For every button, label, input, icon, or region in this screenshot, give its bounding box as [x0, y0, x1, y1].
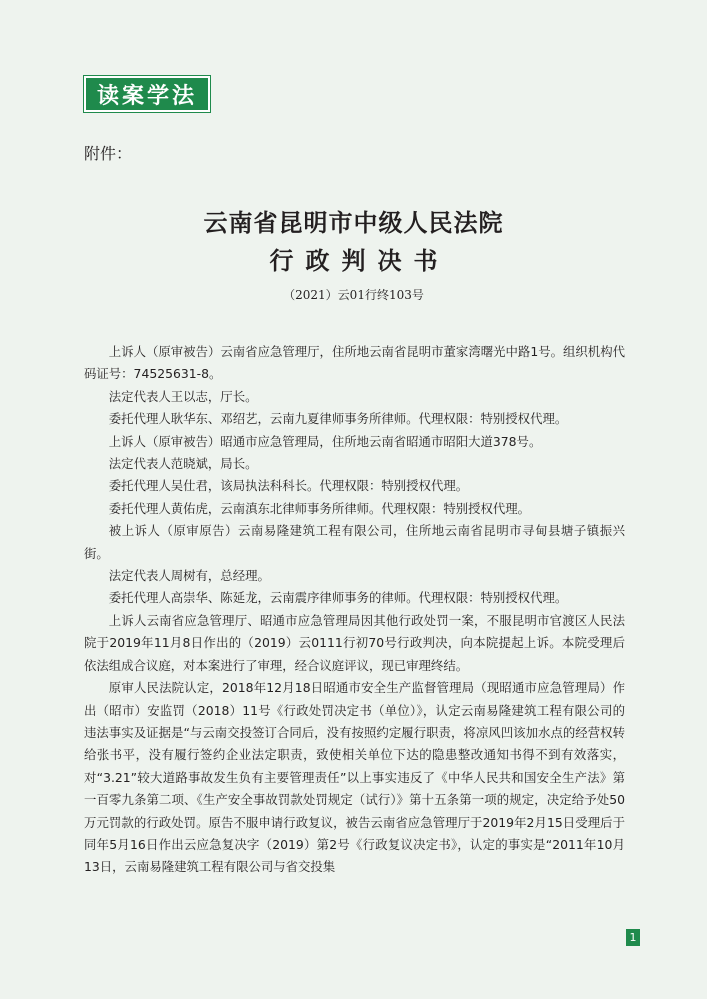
paragraph-case-summary: 上诉人云南省应急管理厅、昭通市应急管理局因其他行政处罚一案，不服昆明市官渡区人民法院于2019年11月8日作出的（2019）云0111行初70号行政判决，向本院提起上诉。本院受理后依法组成合议庭，对本案进行了审理，经合议庭评议，现已审理终结。 [84, 612, 625, 673]
paragraph-agent-2a: 委托代理人吴仕君，该局执法科科长。代理权限：特别授权代理。 [108, 478, 469, 494]
section-badge-label: 读案学法 [96, 82, 197, 109]
court-name: 云南省昆明市中级人民法院 [203, 208, 504, 237]
judgment-body [84, 341, 625, 879]
paragraph-appellant-1: 上诉人（原审被告）云南省应急管理厅，住所地云南省昆明市董家湾曙光中路1号。组织机构代码证号：74525631-8。 [84, 344, 625, 382]
paragraph-original-findings: 原审人民法院认定，2018年12月18日昭通市安全生产监督管理局（现昭通市应急管理局）作出（昭市）安监罚（2018）11号《行政处罚决定书（单位）》，认定云南易隆建筑工程有限公司的违法事实及证据是“与云南交投签订合同后，没有按照约定履行职责，将凉风凹该加水点的经营权转给张书平，没有履行签约企业法定职责，致使相关单位下达的隐患整改通知书得不到有效落实，对“3.21”较大道路事故发生负有主要管理责任”以上事实违反了《中华人民共和国安全生产法》第一百零九条第二项、《生产安全事故罚款处罚规定（试行）》第十五条第一项的规定，决定给予处50万元罚款的行政处罚。原告不服申请行政复议，被告云南省应急管理厅于2019年2月15日受理后于同年5月16日作出云应急复决字（2019）第2号《行政复议决定书》，认定的事实是“2011年10月13日，云南易隆建筑工程有限公司与省交投集 [84, 680, 625, 875]
paragraph-agents-3: 委托代理人高崇华、陈延龙，云南震序律师事务的律师。代理权限：特别授权代理。 [108, 590, 568, 606]
case-number: （2021）云01行终103号 [283, 288, 424, 302]
page-number: 1 [626, 929, 640, 946]
paragraph-appellee: 被上诉人（原审原告）云南易隆建筑工程有限公司，住所地云南省昆明市寻甸县塘子镇振兴街。 [84, 523, 625, 561]
section-badge [84, 76, 210, 112]
paragraph-appellant-2: 上诉人（原审被告）昭通市应急管理局，住所地云南省昭通市昭阳大道378号。 [108, 433, 542, 449]
paragraph-agent-2b: 委托代理人黄佑虎，云南滇东北律师事务所律师。代理权限：特别授权代理。 [108, 500, 531, 516]
paragraph-legal-rep-1: 法定代表人王以志，厅长。 [108, 388, 258, 404]
paragraph-legal-rep-3: 法定代表人周树有，总经理。 [108, 568, 270, 584]
paragraph-agents-1: 委托代理人耿华东、邓绍艺，云南九夏律师事务所律师。代理权限：特别授权代理。 [108, 411, 568, 427]
paragraph-legal-rep-2: 法定代表人范晓斌，局长。 [108, 456, 258, 472]
attachment-label: 附件： [84, 144, 133, 163]
document-title: 行政判决书 [269, 246, 450, 275]
